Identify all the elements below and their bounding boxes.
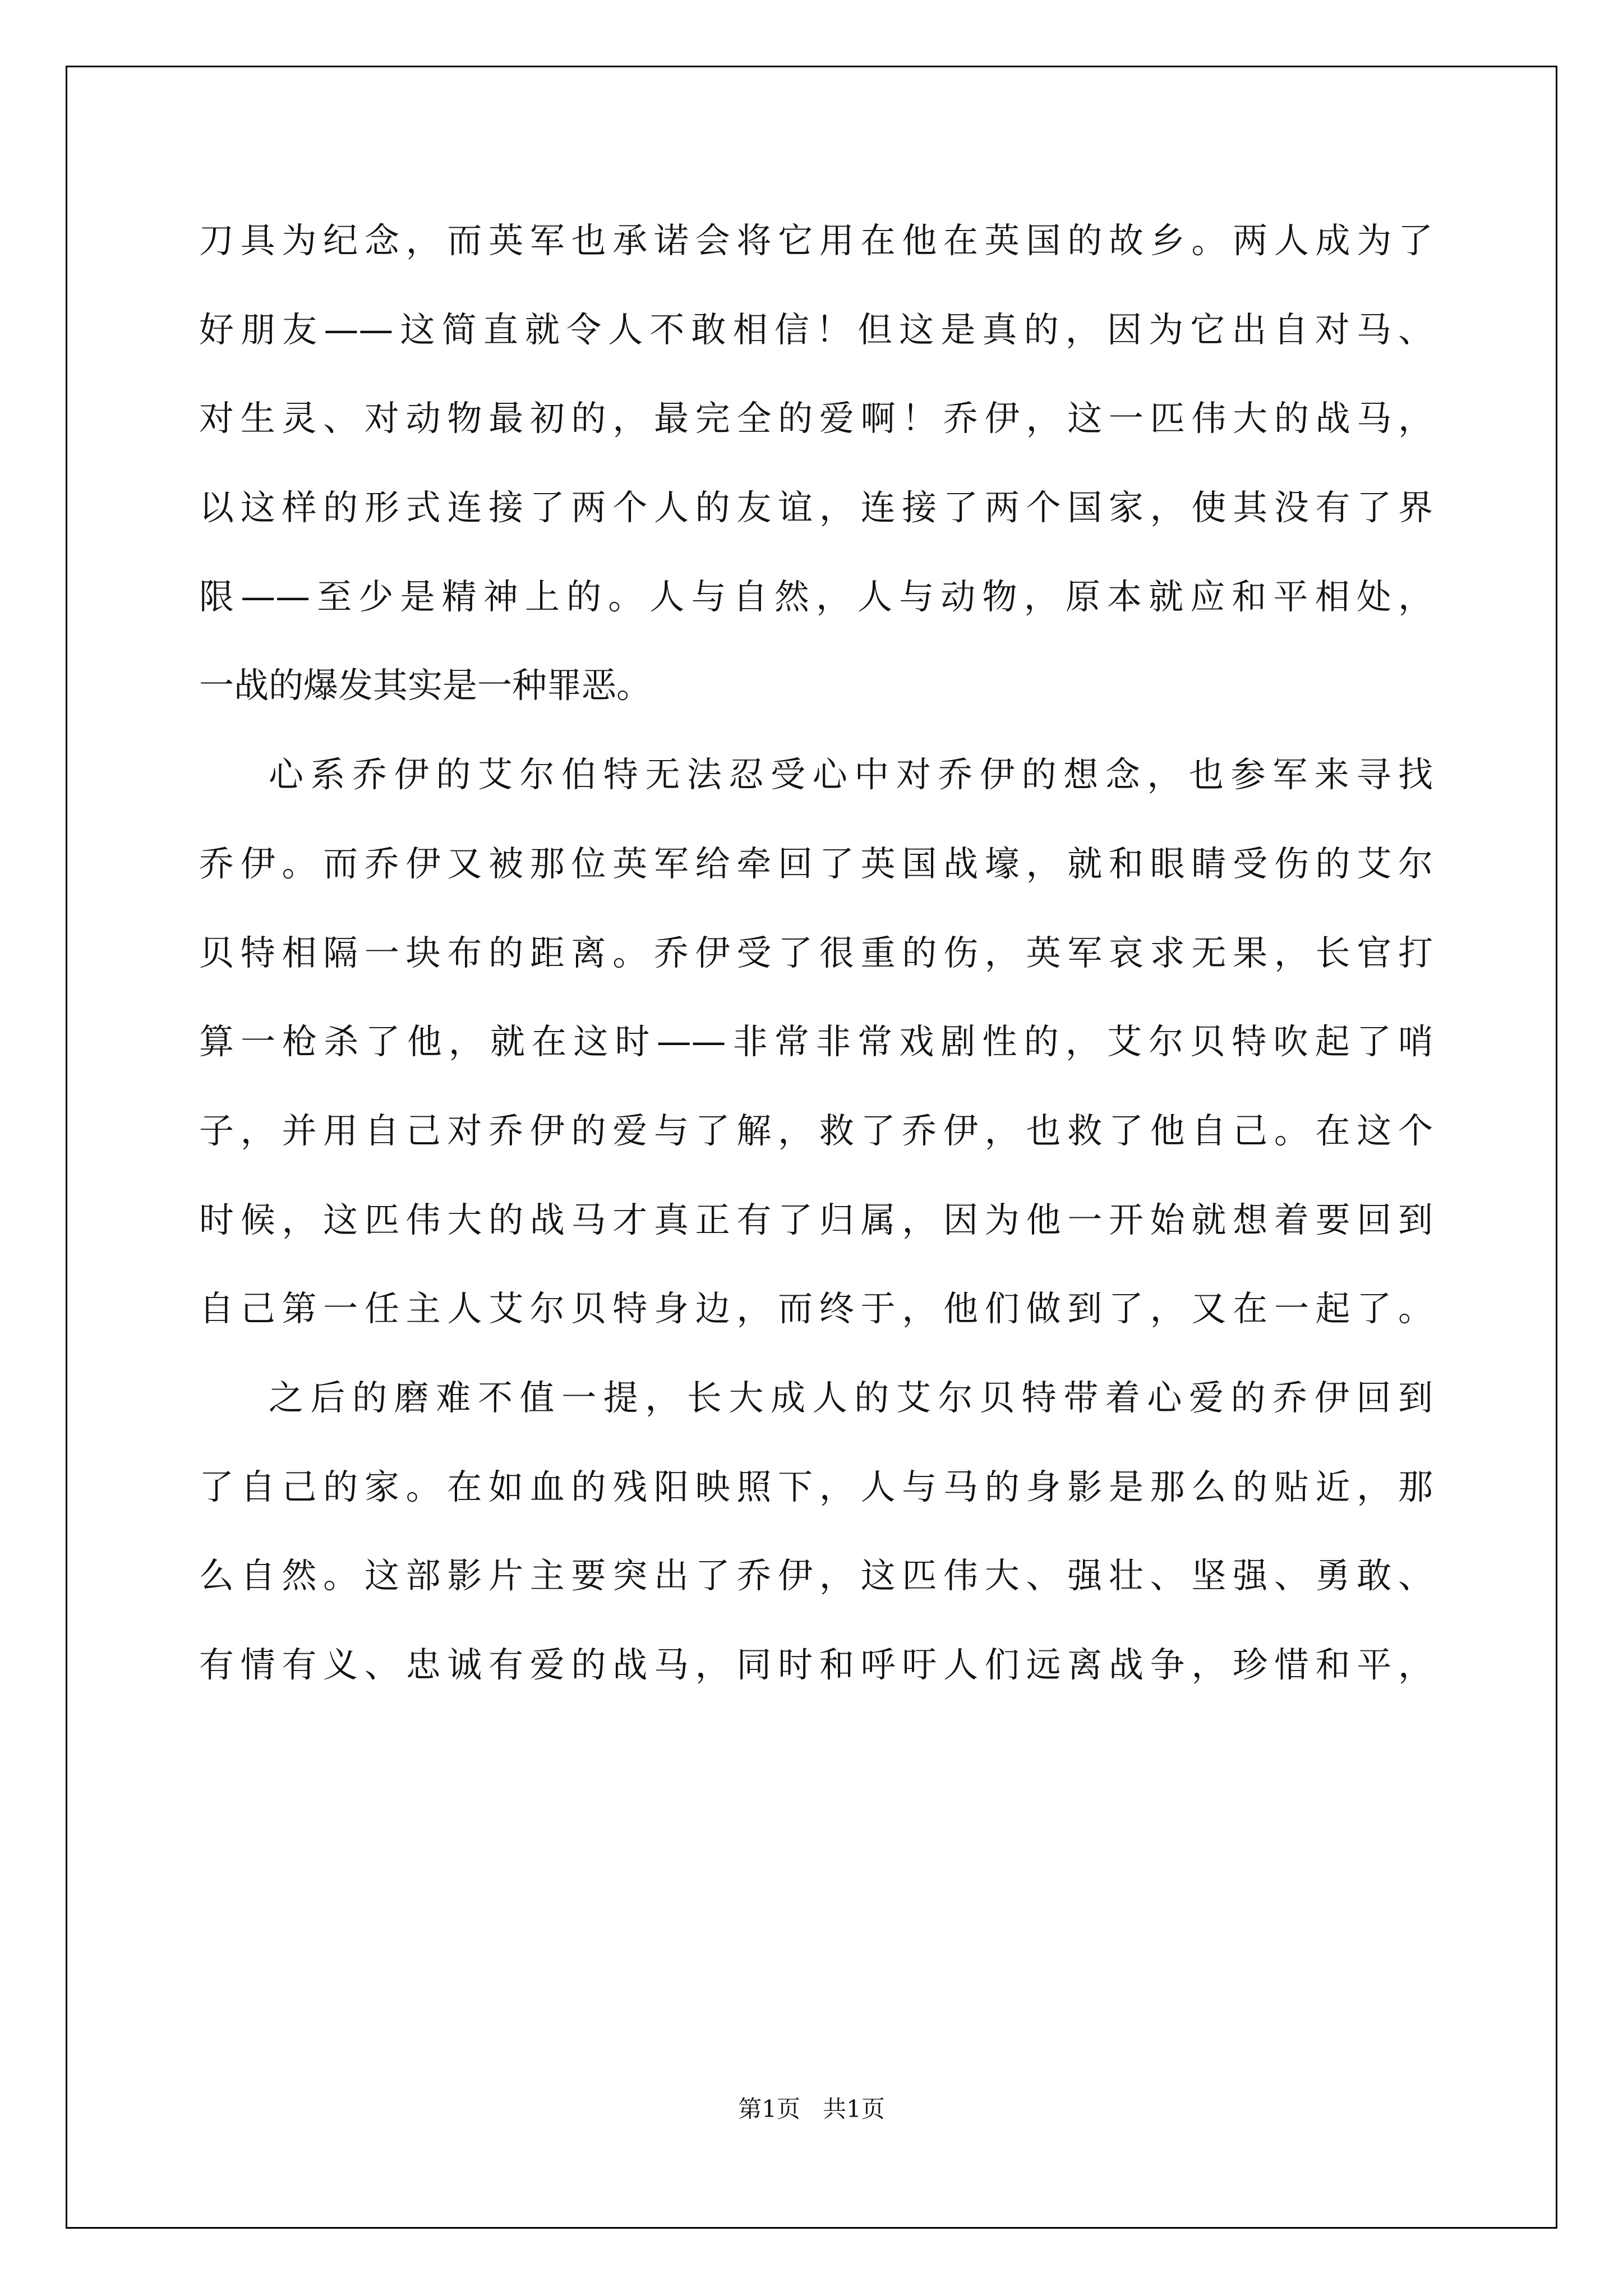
text-line: 对生灵、对动物最初的，最完全的爱啊！乔伊，这一匹伟大的战马，	[199, 398, 1433, 439]
text-line: 限——至少是精神上的。人与自然，人与动物，原本就应和平相处，	[199, 576, 1433, 617]
text-line: 之后的磨难不值一提，长大成人的艾尔贝特带着心爱的乔伊回到	[269, 1377, 1433, 1418]
text-line: 了自己的家。在如血的残阳映照下，人与马的身影是那么的贴近，那	[199, 1466, 1433, 1507]
text-line: 以这样的形式连接了两个人的友谊，连接了两个国家，使其没有了界	[199, 487, 1433, 528]
text-line: 贝特相隔一块布的距离。乔伊受了很重的伤，英军哀求无果，长官打	[199, 932, 1433, 973]
page-footer: 第1页 共1页	[738, 2095, 885, 2123]
text-line: 子，并用自己对乔伊的爱与了解，救了乔伊，也救了他自己。在这个	[199, 1110, 1433, 1151]
document-body	[199, 196, 1433, 1710]
text-line: 自己第一任主人艾尔贝特身边，而终于，他们做到了，又在一起了。	[199, 1288, 1433, 1329]
text-line: 心系乔伊的艾尔伯特无法忍受心中对乔伊的想念，也参军来寻找	[269, 754, 1433, 795]
text-line: 么自然。这部影片主要突出了乔伊，这匹伟大、强壮、坚强、勇敢、	[199, 1555, 1433, 1596]
text-line: 好朋友——这简直就令人不敢相信！但这是真的，因为它出自对马、	[199, 309, 1433, 350]
text-line: 刀具为纪念，而英军也承诺会将它用在他在英国的故乡。两人成为了	[199, 220, 1433, 261]
text-line: 有情有义、忠诚有爱的战马，同时和呼吁人们远离战争，珍惜和平，	[199, 1644, 1433, 1685]
text-line: 算一枪杀了他，就在这时——非常非常戏剧性的，艾尔贝特吹起了哨	[199, 1021, 1433, 1062]
text-line: 乔伊。而乔伊又被那位英军给牵回了英国战壕，就和眼睛受伤的艾尔	[199, 843, 1433, 884]
text-line: 时候，这匹伟大的战马才真正有了归属，因为他一开始就想着要回到	[199, 1199, 1433, 1240]
text-line: 一战的爆发其实是一种罪恶。	[199, 665, 652, 706]
